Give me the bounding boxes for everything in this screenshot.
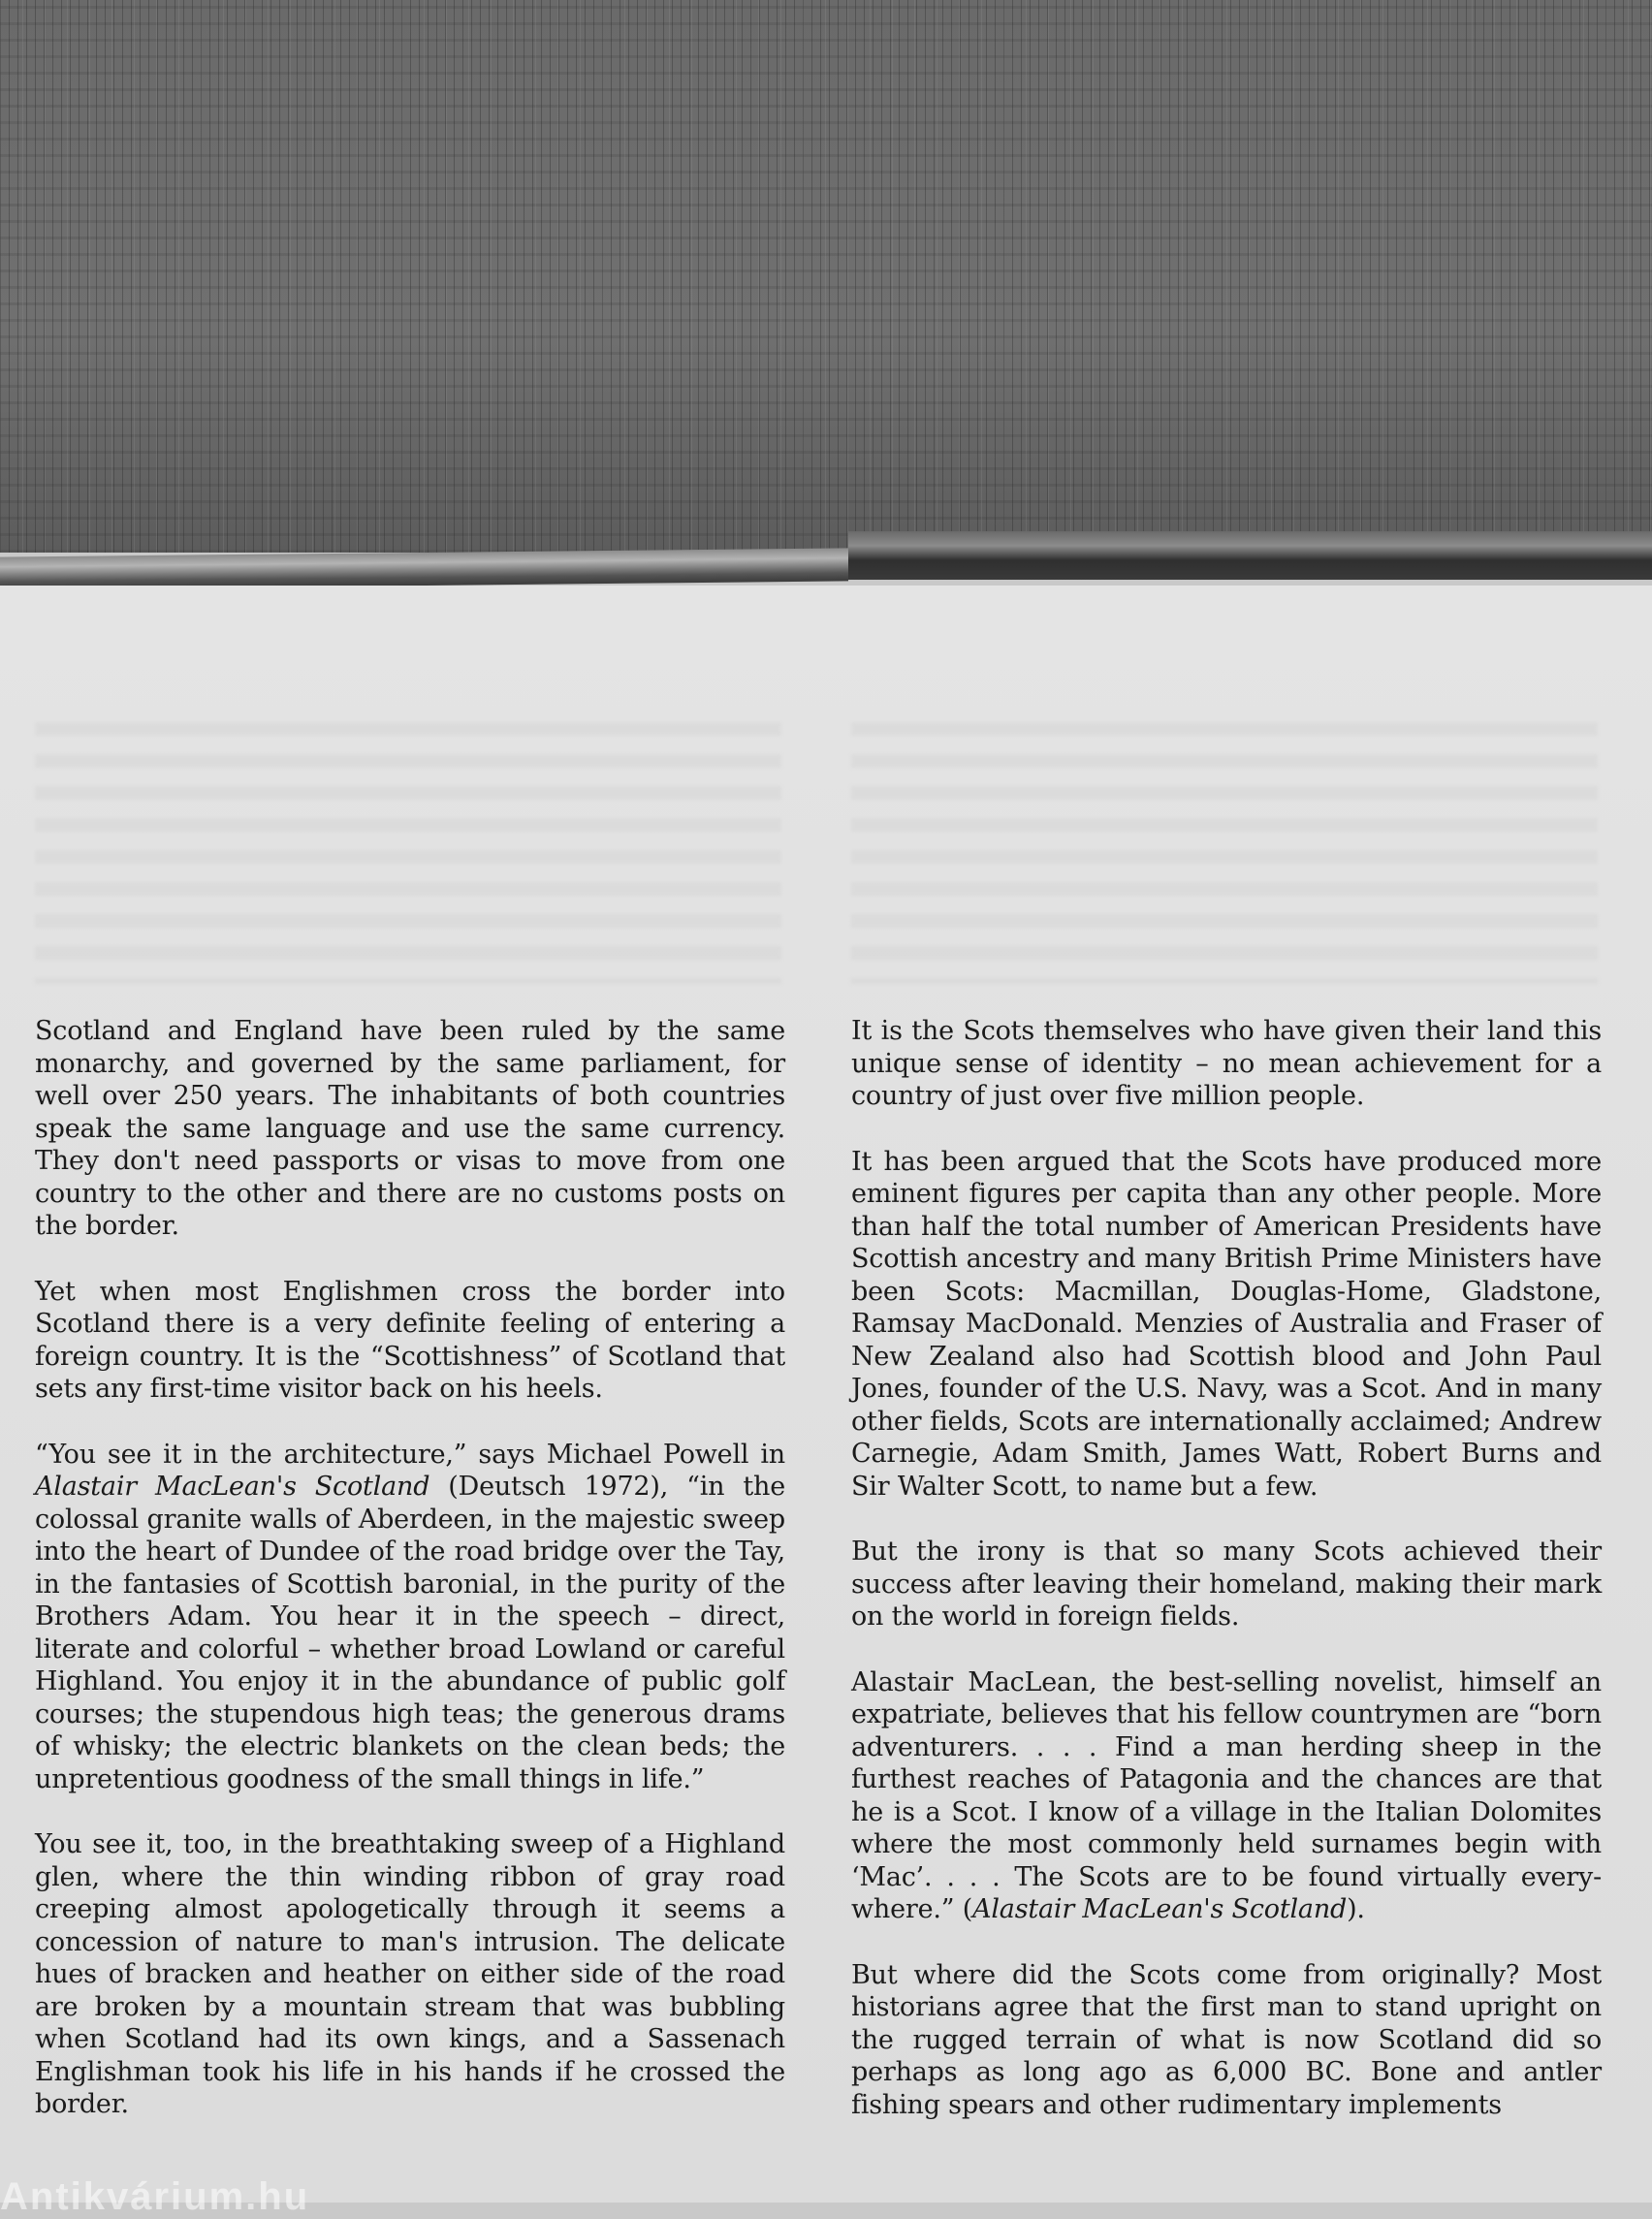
cover-edge-dark — [848, 531, 1652, 580]
watermark: Antikvárium.hu — [0, 2175, 310, 2218]
book-title-italic: Alastair MacLean's Scotland — [35, 1472, 430, 1502]
paragraph: It is the Scots themselves who have given their land this unique sense of identity – no mean achievement for a country of just over five million people. — [851, 1016, 1602, 1111]
paragraph-text: (Deutsch 1972), “in the colossal granite walls of Aberdeen, in the majestic sweep into the heart of Dundee of the road bridge over the Tay, in the fantasies of Scottish baronial, in the purity of the Brothers Adam. You hear it in the speech – direct, literate and colorful – whether broad Lowland or careful Highland. You enjoy it in the abundance of public golf courses; the stupendous high teas; the generous drams of whisky; the electric blankets on the clean beds; the unpretentious goodness of the small things in life.” — [35, 1472, 785, 1794]
paragraph-text: ). — [1347, 1894, 1365, 1924]
paragraph: You see it, too, in the breathtaking sweep of a Highland glen, where the thin winding ribbon of gray road creeping almost apologetically through it seems a concession of nature to man's intrusion. The delicate hues of bracken and heather on either side of the road are broken by a mountain stream that was bubbling when Scotland had its own kings, and a Sassenach Englishman took his life in his hands if he crossed the border. — [35, 1829, 785, 2119]
paragraph: But where did the Scots come from originally? Most historians agree that the first man to stand upright on the rugged terrain of what is now Scotland did so perhaps as long ago as 6,000 BC. Bone and antler fishing spears and other rudimentary implements — [851, 1959, 1602, 2120]
paragraph-text: “You see it in the architecture,” says Michael Powell in — [35, 1439, 785, 1470]
cover-edge — [0, 548, 848, 589]
paragraph: Scotland and England have been ruled by the same monarchy, and governed by the same parliament, for well over 250 years. The inhabitants of both countries speak the same language and use the same currency. They don't need passports or visas to move from one country to the other and there are no customs posts on the border. — [35, 1016, 785, 1241]
paragraph — [851, 1666, 1602, 1926]
paragraph: It has been argued that the Scots have produced more eminent figures per capita than any other people. More than half the total number of American Presidents have Scottish ancestry and many British Prime Ministers have been Scots: Macmillan, Douglas-Home, Gladstone, Ramsay MacDonald. Menzies of Australia and Fraser of New Zealand also had Scottish blood and John Paul Jones, founder of the U.S. Navy, was a Scot. And in many other fields, Scots are internationally acclaimed; Andrew Carnegie, Adam Smith, James Watt, Robert Burns and Sir Walter Scott, to name but a few. — [851, 1146, 1602, 1502]
book-title-italic: Alastair MacLean's Scotland — [972, 1894, 1348, 1924]
book-cover-texture — [0, 0, 1652, 553]
paragraph: But the irony is that so many Scots achieved their success after leaving their homeland, making their mark on the world in foreign fields. — [851, 1537, 1602, 1632]
paragraph-text: Alastair MacLean, the best-selling novelist, himself an expatriate, believes that his fellow countrymen are “born adventurers. . . . Find a man herding sheep in the furthest reaches of Patagonia and the chances are that he is a Scot. I know of a village in the Italian Dolomites where the most commonly held surnames begin with ‘Mac’. . . . The Scots are to be found virtually every-where.” ( — [851, 1666, 1602, 1924]
paragraph — [35, 1439, 785, 1796]
right-text-column — [851, 1015, 1602, 2154]
show-through-text-left — [35, 722, 781, 984]
paragraph: Yet when most Englishmen cross the border into Scotland there is a very definite feeling of entering a foreign country. It is the “Scottishness” of Scotland that sets any first-time visitor back on his heels. — [35, 1276, 785, 1404]
show-through-text-right — [851, 722, 1598, 984]
left-text-column — [35, 1015, 785, 2154]
